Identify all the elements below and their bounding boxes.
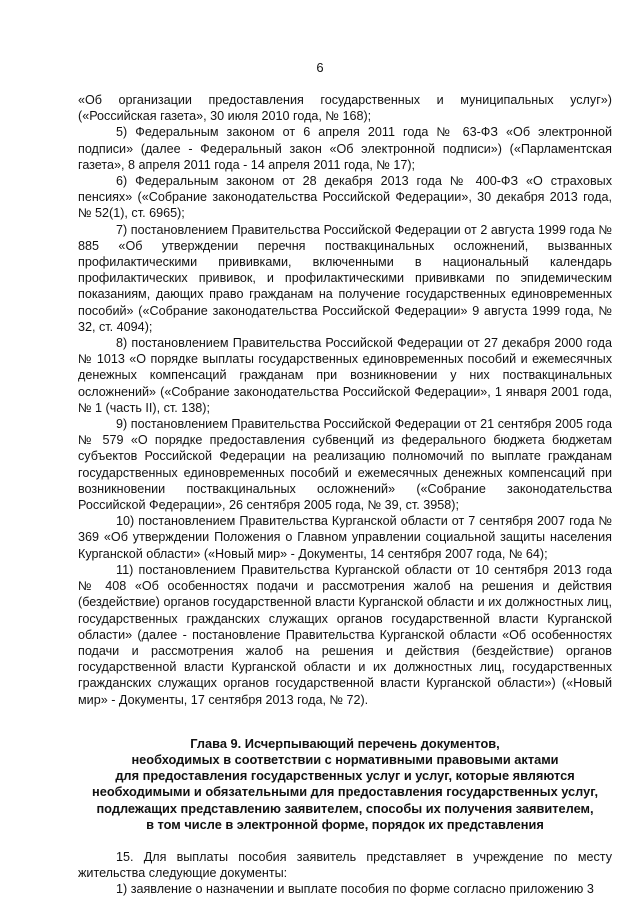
heading-line: необходимыми и обязательными для предоставления государственных услуг, [91, 784, 599, 800]
paragraph: 7) постановлением Правительства Российской Федерации от 2 августа 1999 года № 885 «Об утверждении перечня поствакцинальных осложнений, вызванных профилактическими прививками, включенными в национальный календарь профилактических прививок, и профилактическими прививками по эпидемическим показаниям, дающих право гражданам на получение государственных единовременных пособий» («Собрание законодательства Российской Федерации» 9 августа 1999 года, № 32, ст. 4094); [78, 222, 612, 334]
heading-line: в том числе в электронной форме, порядок их представления [146, 816, 544, 832]
paragraph: «Об организации предоставления государственных и муниципальных услуг») («Российская газета», 30 июля 2010 года, № 168); [78, 93, 612, 124]
heading-line: для предоставления государственных услуг и услуг, которые являются [115, 768, 575, 784]
paragraph: 6) Федеральным законом от 28 декабря 2013 года № 400-ФЗ «О страховых пенсиях» («Собрание законодательства Российской Федерации», 30 декабря 2013 года, № 52(1), ст. 6965); [78, 174, 612, 221]
paragraph: 5) Федеральным законом от 6 апреля 2011 года № 63-ФЗ «Об электронной подписи» (далее - Федеральный закон «Об электронной подписи») («Парламентская газета», 8 апреля 2011 года - 14 апреля 2011 года, № 17); [78, 125, 612, 172]
document-body [78, 92, 612, 898]
paragraph: 1) заявление о назначении и выплате пособия по форме согласно приложению 3 [116, 882, 594, 897]
heading-line: Глава 9. Исчерпывающий перечень документов, [190, 735, 500, 751]
paragraph: 15. Для выплаты пособия заявитель представляет в учреждение по месту жительства следующие документы: [78, 849, 612, 881]
paragraph: 9) постановлением Правительства Российской Федерации от 21 сентября 2005 года № 579 «О порядке предоставления субвенций из федерального бюджета бюджетам субъектов Российской Федерации на реализацию полномочий по выплате гражданам государственных единовременных пособий и ежемесячных денежных компенсаций при возникновении поствакцинальных осложнений» («Собрание законодательства Российской Федерации», 26 сентября 2005 года, № 39, ст. 3958); [78, 417, 612, 513]
page-number: 6 [316, 60, 324, 75]
heading-line: необходимых в соответствии с нормативными правовыми актами [131, 751, 559, 767]
paragraph: 11) постановлением Правительства Курганской области от 10 сентября 2013 года № 408 «Об особенностях подачи и рассмотрения жалоб на решения и действия (бездействие) органов государственной власти Курганской области и их должностных лиц, государственных гражданских служащих органов государственной власти Курганской области» (далее - постановление Правительства Курганской области «Об особенностях подачи и рассмотрения жалоб на решения и действия (бездействие) органов государственной власти Курганской области и их должностных лиц, государственных гражданских служащих органов государственной власти Курганской области») («Новый мир» - Документы, 17 сентября 2013 года, № 72). [78, 562, 612, 707]
chapter-heading [78, 736, 612, 833]
paragraph: 10) постановлением Правительства Курганской области от 7 сентября 2007 года № 369 «Об утверждении Положения о Главном управлении социальной защиты населения Курганской области» («Новый мир» - Документы, 14 сентября 2007 года, № 64); [78, 514, 612, 561]
paragraph: 8) постановлением Правительства Российской Федерации от 27 декабря 2000 года № 1013 «О порядке выплаты государственных единовременных пособий и ежемесячных денежных компенсаций гражданам при возникновении у них поствакцинальных осложнений» («Собрание законодательства Российской Федерации», 1 января 2001 года, № 1 (часть II), ст. 138); [78, 336, 612, 415]
heading-line: подлежащих представлению заявителем, способы их получения заявителем, [96, 800, 594, 816]
